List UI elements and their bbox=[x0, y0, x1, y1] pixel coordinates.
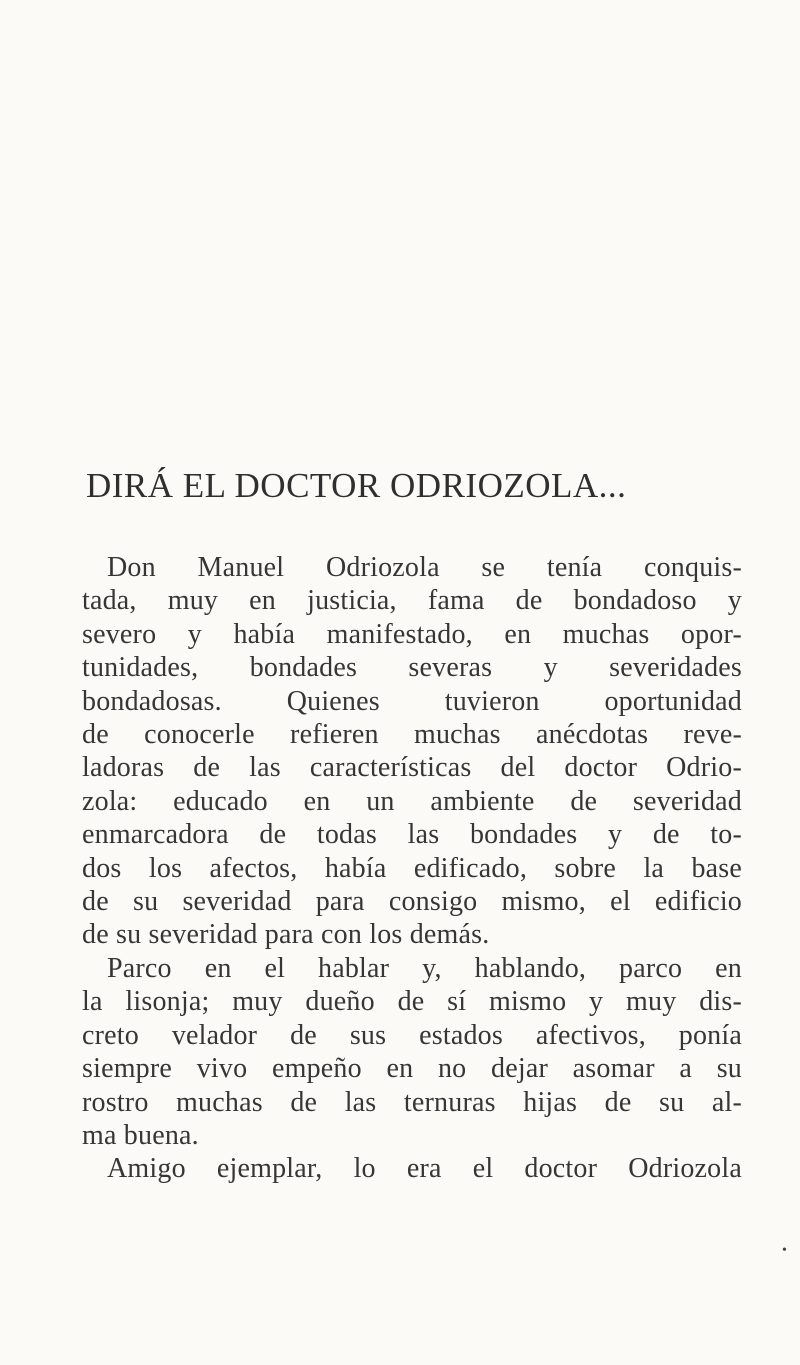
paragraph-line: siempre vivo empeño en no dejar asomar a su bbox=[82, 1053, 742, 1085]
paragraph-line: creto velador de sus estados afectivos, ponía bbox=[82, 1019, 742, 1051]
paragraph-line: ladoras de las características del doctor Odrio- bbox=[82, 752, 742, 784]
paragraph-line: de su severidad para con los demás. bbox=[82, 919, 490, 951]
paragraph-line: dos los afectos, había edificado, sobre la base bbox=[82, 852, 742, 884]
paragraph-line: Amigo ejemplar, lo era el doctor Odriozola bbox=[107, 1153, 742, 1185]
paragraph-line: de conocerle refieren muchas anécdotas reve- bbox=[82, 719, 742, 751]
paragraph-line: la lisonja; muy dueño de sí mismo y muy dis- bbox=[82, 986, 742, 1018]
paragraph-line: tunidades, bondades severas y severidades bbox=[82, 652, 742, 684]
body-text bbox=[82, 551, 742, 1186]
paragraph-line: bondadosas. Quienes tuvieron oportunidad bbox=[82, 685, 742, 717]
paragraph-line: enmarcadora de todas las bondades y de to- bbox=[82, 819, 742, 851]
paragraph-line: Parco en el hablar y, hablando, parco en bbox=[107, 952, 742, 984]
paragraph-line: severo y había manifestado, en muchas opor- bbox=[82, 618, 742, 650]
paragraph-line: de su severidad para consigo mismo, el edificio bbox=[82, 886, 742, 918]
paragraph-line: zola: educado en un ambiente de severidad bbox=[82, 785, 742, 817]
paragraph-line: ma buena. bbox=[82, 1119, 199, 1151]
paragraph-line: Don Manuel Odriozola se tenía conquis- bbox=[107, 552, 742, 583]
margin-dot-mark: • bbox=[782, 1243, 787, 1258]
paragraph-line: rostro muchas de las ternuras hijas de su al- bbox=[82, 1086, 742, 1118]
chapter-heading: DIRÁ EL DOCTOR ODRIOZOLA... bbox=[86, 466, 627, 505]
paragraph-line: tada, muy en justicia, fama de bondadoso y bbox=[82, 585, 742, 617]
